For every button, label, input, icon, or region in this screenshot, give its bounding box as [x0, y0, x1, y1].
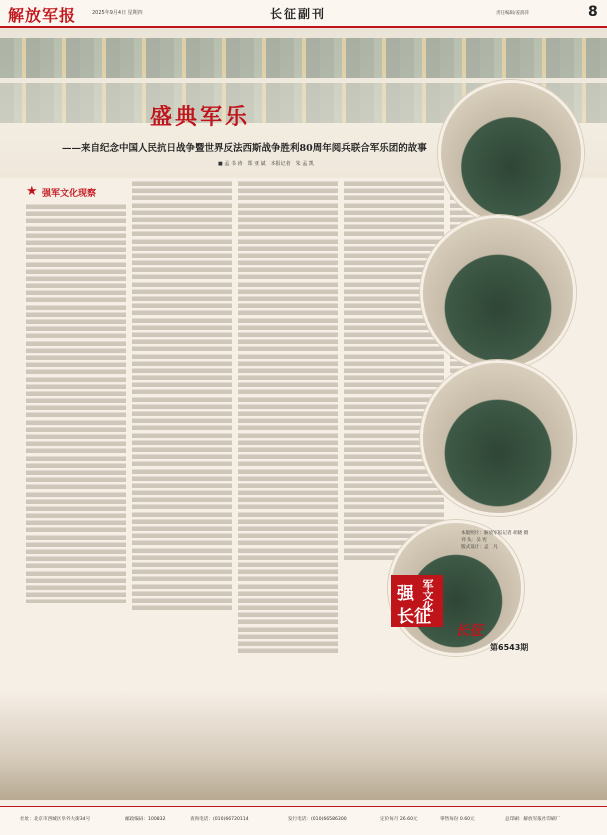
stamp-char: 军文化	[421, 579, 434, 612]
footer-printer: 总印刷：解放军报社印刷厂	[505, 817, 561, 822]
section-label	[26, 184, 106, 200]
footer-postal: 邮政编码：100832	[125, 817, 166, 822]
footer-copy-price: 零售每份 0.60元	[440, 817, 475, 822]
page-number: 8	[588, 4, 598, 20]
photo-soldier-3	[420, 360, 576, 516]
band-row	[0, 38, 607, 78]
page-header	[0, 0, 607, 28]
page-footer	[0, 806, 607, 835]
column-stamp	[391, 575, 443, 627]
credit-line: 本版照片：解放军报记者 胡晓 摄	[461, 531, 529, 536]
footer-address: 社址：北京市西城区阜外大街34号	[20, 817, 91, 822]
credit-line: 版式设计：孟 凡	[461, 545, 498, 551]
text-column-3	[238, 180, 338, 680]
changzheng-logo: 长征	[455, 623, 483, 639]
footer-distribution: 发行电话：(010)66586300	[288, 817, 347, 822]
footer-phone: 查询电话：(010)66720114	[190, 817, 249, 822]
photo-credits	[461, 530, 528, 552]
footer-price: 定价每月 26.60元	[380, 817, 418, 822]
credit-line: 刊 头：吴 宪	[461, 538, 487, 544]
masthead: 解放军报	[8, 6, 77, 25]
section-title: 长征副刊	[270, 7, 327, 21]
stamp-char: 长征	[397, 607, 431, 627]
photo-soldier-1	[438, 80, 584, 226]
editor-credit: 责任编辑/姜润萍	[496, 11, 530, 16]
byline: ■ 孟 书 涛 郑 亚 斌 本报记者 朱 孟 凯	[218, 161, 314, 167]
photo-soldier-2	[420, 215, 576, 371]
stamp-char: 强	[397, 584, 414, 604]
section-label-text: 强军文化现察	[42, 189, 97, 199]
issue-number: 第6543期	[490, 643, 529, 652]
article-title: 盛典军乐	[150, 104, 251, 130]
star-icon: ★	[26, 184, 38, 199]
parade-photo	[0, 690, 607, 800]
issue-date: 2025年9月4日 星期四	[92, 10, 143, 16]
article-subtitle: ——来自纪念中国人民抗日战争暨世界反法西斯战争胜利80周年阅兵联合军乐团的故事	[62, 143, 427, 154]
text-column-1	[26, 203, 126, 603]
text-column-2	[132, 180, 232, 610]
